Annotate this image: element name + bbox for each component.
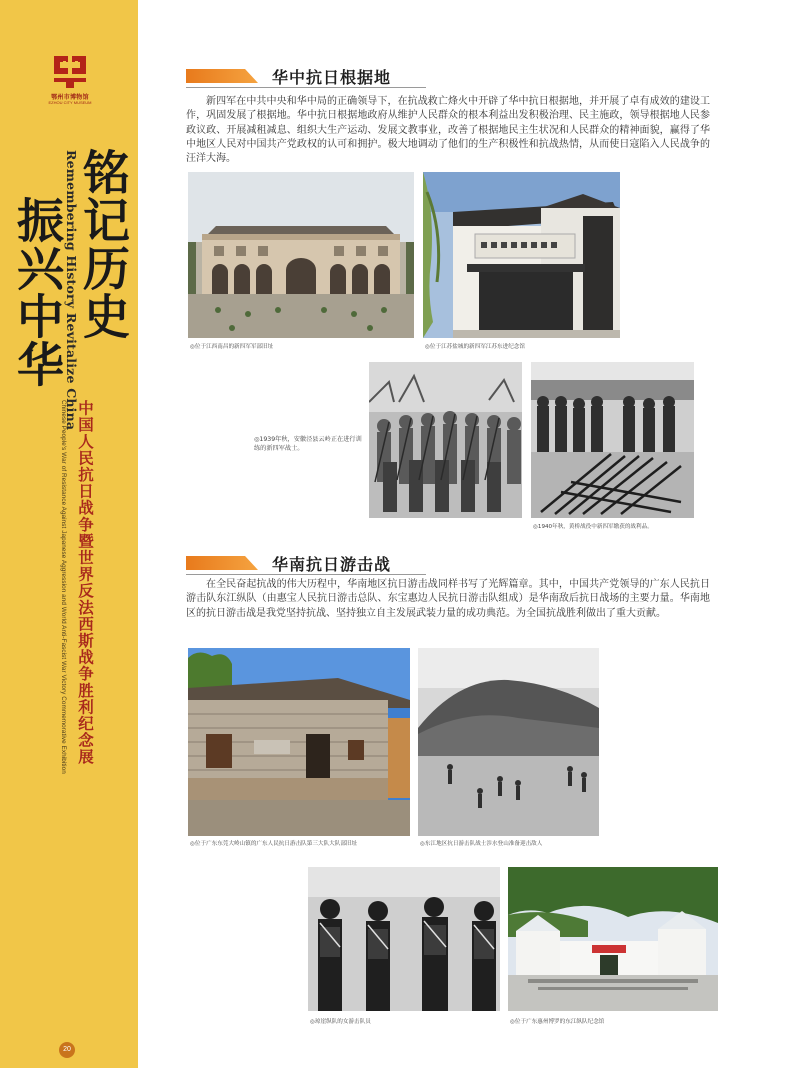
section-title: 华中抗日根据地 xyxy=(272,68,392,87)
caption-photo6: ◎东江地区抗日游击队战士涉水登山准备迎击敌人 xyxy=(420,841,543,847)
section1-body: 新四军在中共中央和华中局的正确领导下，在抗战救亡烽火中开辟了华中抗日根据地，并开展了卓有成效的建设工作，巩固发展了根据地。华中抗日根据地政府从维护人民群众的根本利益出发积极治理、民主施政，领导根据地人民参政议政、开展减租减息、组织大生产运动、发展文教事业，改善了根据地民主生状况和人民群众的精神面貌，赢得了华中地区人民对中国共产党政权的认可和拥护。极大地调动了他们的生产积极性和抗战热情，从而使日寇陷入人民战争的汪洋大海。 xyxy=(186,96,710,165)
caption-photo1: ◎位于江西南昌的新四军军部旧址 xyxy=(190,344,274,350)
banner-subtitle-chinese: 中国人民抗日战争暨世界反法西斯战争胜利纪念展 xyxy=(76,400,94,766)
caption-photo2: ◎位于江苏盐城的新四军江苏东进纪念馆 xyxy=(425,344,525,350)
museum-logo-icon xyxy=(50,52,90,92)
header-rule xyxy=(186,574,426,575)
caption-photo4: ◎1940年秋，黄桥战役中新四军缴获的战利品。 xyxy=(533,524,653,530)
section2-body: 在全民奋起抗战的伟大历程中，华南地区抗日游击战同样书写了光辉篇章。其中，中国共产党领导的广东人民抗日游击队东江纵队（由惠宝人民抗日游击总队、东宝惠边人民抗日游击队组成）是华南敌后抗日战场的主要力量。华南地区的抗日游击战是我党坚持抗战、坚持独立自主发展武装力量的成功典范。为全国抗战胜利做出了重大贡献。 xyxy=(186,579,710,619)
photo-guerrilla-hq-site xyxy=(188,648,410,836)
photo-hq-site xyxy=(188,172,414,338)
page-number: 20 xyxy=(59,1042,75,1058)
photo-memorial-hall xyxy=(423,172,620,338)
caption-photo7: ◎琼崖纵队的女游击队员 xyxy=(310,1019,371,1025)
photo-women-guerrillas xyxy=(308,867,500,1011)
photo-captured-weapons xyxy=(531,362,694,518)
section-header-central-china xyxy=(186,65,436,87)
banner-subtitle-english: Chinese People's War of Resistance Against Japanese Aggression and World Anti-Fascist War Victory Commemorative Exhibition xyxy=(60,400,67,774)
caption-photo5: ◎位于广东东莞大岭山镇的广东人民抗日游击队第三大队大队部旧址 xyxy=(190,841,358,847)
banner-title-line2: 振兴中华 xyxy=(9,196,64,388)
header-accent-bar xyxy=(186,556,258,570)
header-accent-bar xyxy=(186,69,258,83)
photo-dongjiang-memorial xyxy=(508,867,718,1011)
header-rule xyxy=(186,87,426,88)
caption-photo8: ◎位于广东惠州博罗的东江纵队纪念馆 xyxy=(510,1019,605,1025)
photo-soldiers-training xyxy=(369,362,522,518)
photo-river-crossing xyxy=(418,648,599,836)
caption-photo3: ◎1939年秋，安徽泾县云岭正在进行训练的新四军战士。 xyxy=(254,436,362,452)
side-banner xyxy=(0,0,138,1068)
banner-title-line1: 铭记历史 xyxy=(75,148,130,340)
logo-subcaption: EZHOU CITY MUSEUM xyxy=(48,100,92,105)
logo-caption: 鄂州市博物馆 xyxy=(51,95,89,101)
section-title: 华南抗日游击战 xyxy=(272,555,392,574)
section-header-south-china xyxy=(186,552,436,574)
banner-title-english: Remembering History Revitalize China xyxy=(64,150,79,431)
